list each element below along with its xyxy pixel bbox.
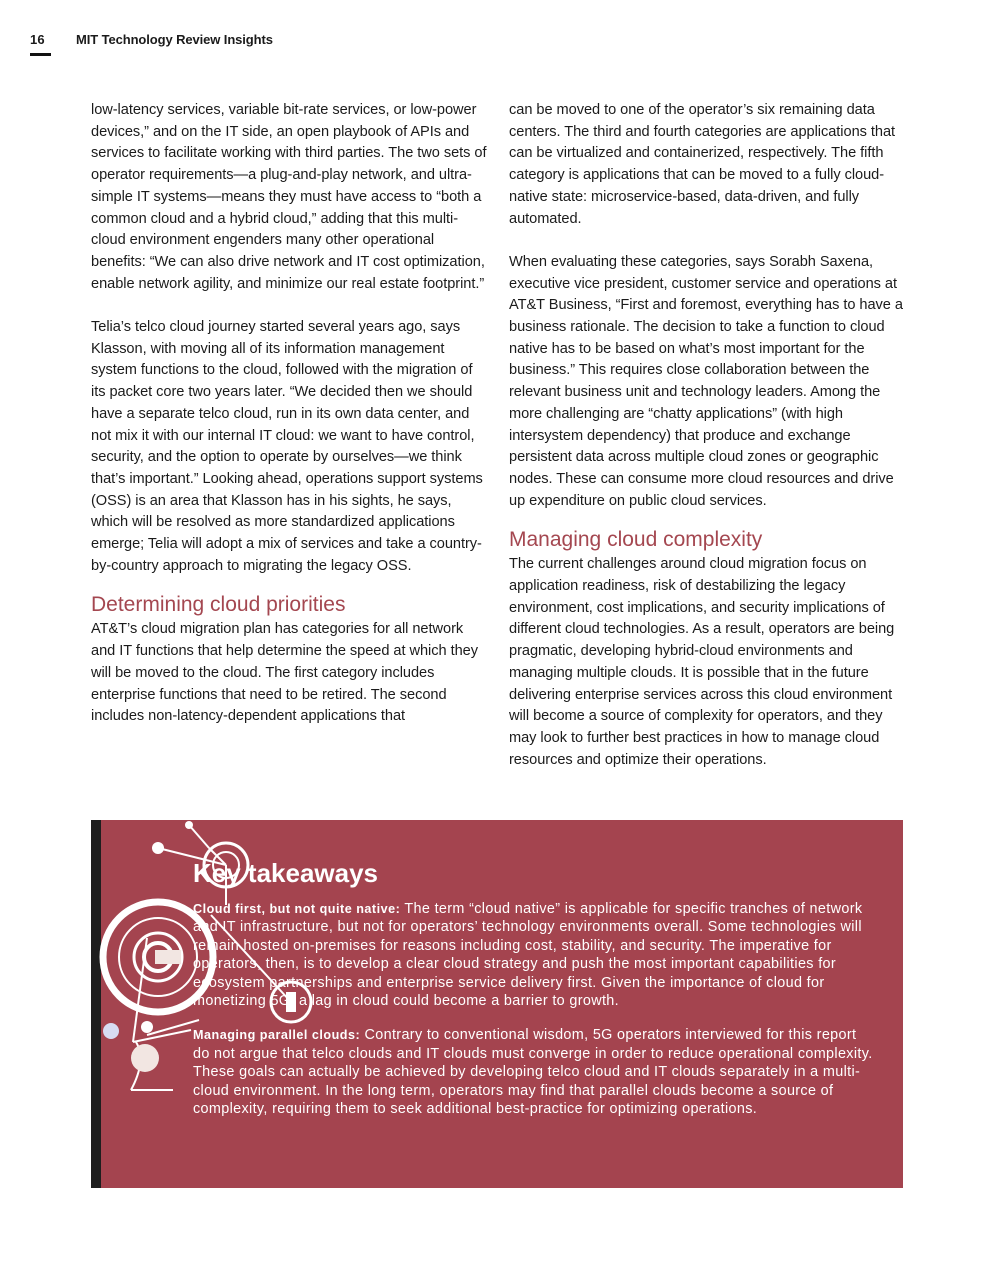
page-number-rule bbox=[30, 53, 51, 56]
section-heading-cloud-complexity: Managing cloud complexity bbox=[509, 528, 763, 552]
left-paragraph-3: AT&T’s cloud migration plan has categories for all network and IT functions that help determine the speed at which they will be moved to the cloud. The first category includes enterprise functions that need to be retired. The second includes non-latency-dependent applications that bbox=[91, 621, 478, 725]
publication-name: MIT Technology Review Insights bbox=[76, 32, 273, 47]
left-column bbox=[91, 100, 487, 728]
takeaway-item-1-lead: Cloud first, but not quite native: bbox=[193, 902, 401, 916]
key-takeaways-title: Key takeaways bbox=[193, 858, 379, 888]
takeaway-item-1 bbox=[193, 900, 873, 1010]
key-takeaways-content bbox=[193, 858, 873, 1118]
takeaway-item-2-text: Contrary to conventional wisdom, 5G operators interviewed for this report do not argue that telco clouds and IT clouds must converge in order to reduce operational complexity. These goals can actually be achieved by developing telco cloud and IT clouds separately in a multi-cloud environment. In the long term, operators may find that parallel clouds become a source of complexity, requiring them to seek additional best-practice for optimizing operations. bbox=[193, 1027, 873, 1118]
left-paragraph-1: low-latency services, variable bit-rate services, or low-power devices,” and on the IT side, an open playbook of APIs and services to facilitate working with third parties. The two sets of operator requirements—a plug-and-play network, and ultra-simple IT systems—means they must have access to “both a common cloud and a hybrid cloud,” adding that this multi-cloud environment engenders many other operational benefits: “We can also drive network and IT cost optimization, enable network agility, and minimize our real estate footprint.” bbox=[91, 102, 487, 292]
takeaway-item-2 bbox=[193, 1026, 873, 1118]
takeaway-item-1-text: The term “cloud native” is applicable for specific tranches of network and IT infrastructure, but not for operators’ technology environments overall. Some technologies will remain hosted on-premises for reasons including cost, stability, and security. The imperative for operators, then, is to develop a clear cloud strategy and push the most important capabilities for ecosystem partnerships and enterprise service delivery first. Given the importance of cloud for monetizing 5G, a lag in cloud could become a barrier to growth. bbox=[193, 901, 863, 1010]
right-paragraph-2: When evaluating these categories, says Sorabh Saxena, executive vice president, customer service and operations at AT&T Business, “First and foremost, everything has to have a business rationale. The decision to take a function to cloud native has to be based on what’s most important for the business.” This requires close collaboration between the relevant business unit and technology leaders. Among the more challenging are “chatty applications” (with high intersystem dependency) that produce and exchange persistent data across multiple cloud zones or geographic nodes. These can consume more cloud resources and drive up expenditure on public cloud services. bbox=[509, 253, 903, 509]
page-number: 16 bbox=[30, 32, 45, 47]
takeaway-item-2-lead: Managing parallel clouds: bbox=[193, 1028, 361, 1043]
right-paragraph-3: The current challenges around cloud migration focus on application readiness, risk of destabilizing the legacy environment, cost implications, and security implications of different cloud technologies. As a result, operators are being pragmatic, developing hybrid-cloud environments and managing multiple clouds. It is possible that in the future delivering enterprise services across this cloud environment will become a source of complexity for operators, and they may look to further best practices in how to manage cloud resources and optimize their operations. bbox=[509, 556, 895, 768]
right-column bbox=[509, 100, 905, 771]
left-paragraph-2: Telia’s telco cloud journey started several years ago, says Klasson, with moving all of its information management system functions to the cloud, followed with the migration of its packet core two years later. “We decided then we should have a separate telco cloud, run in its own data center, and not mix it with our internal IT cloud: we want to have control, security, and the option to operate by ourselves—we think that’s important.” Looking ahead, operations support systems (OSS) is an area that Klasson has in his sights, he says, which will be resolved as more standardized applications emerge; Telia will adopt a mix of services and take a country-by-country approach to migrating the legacy OSS. bbox=[91, 319, 483, 574]
right-paragraph-1: can be moved to one of the operator’s six remaining data centers. The third and fourth categories are applications that can be virtualized and containerized, respectively. The fifth category is applications that can be moved to a fully cloud-native state: microservice-based, data-driven, and fully automated. bbox=[509, 102, 896, 227]
key-takeaways-box bbox=[91, 820, 903, 1188]
section-heading-cloud-priorities: Determining cloud priorities bbox=[91, 593, 346, 617]
